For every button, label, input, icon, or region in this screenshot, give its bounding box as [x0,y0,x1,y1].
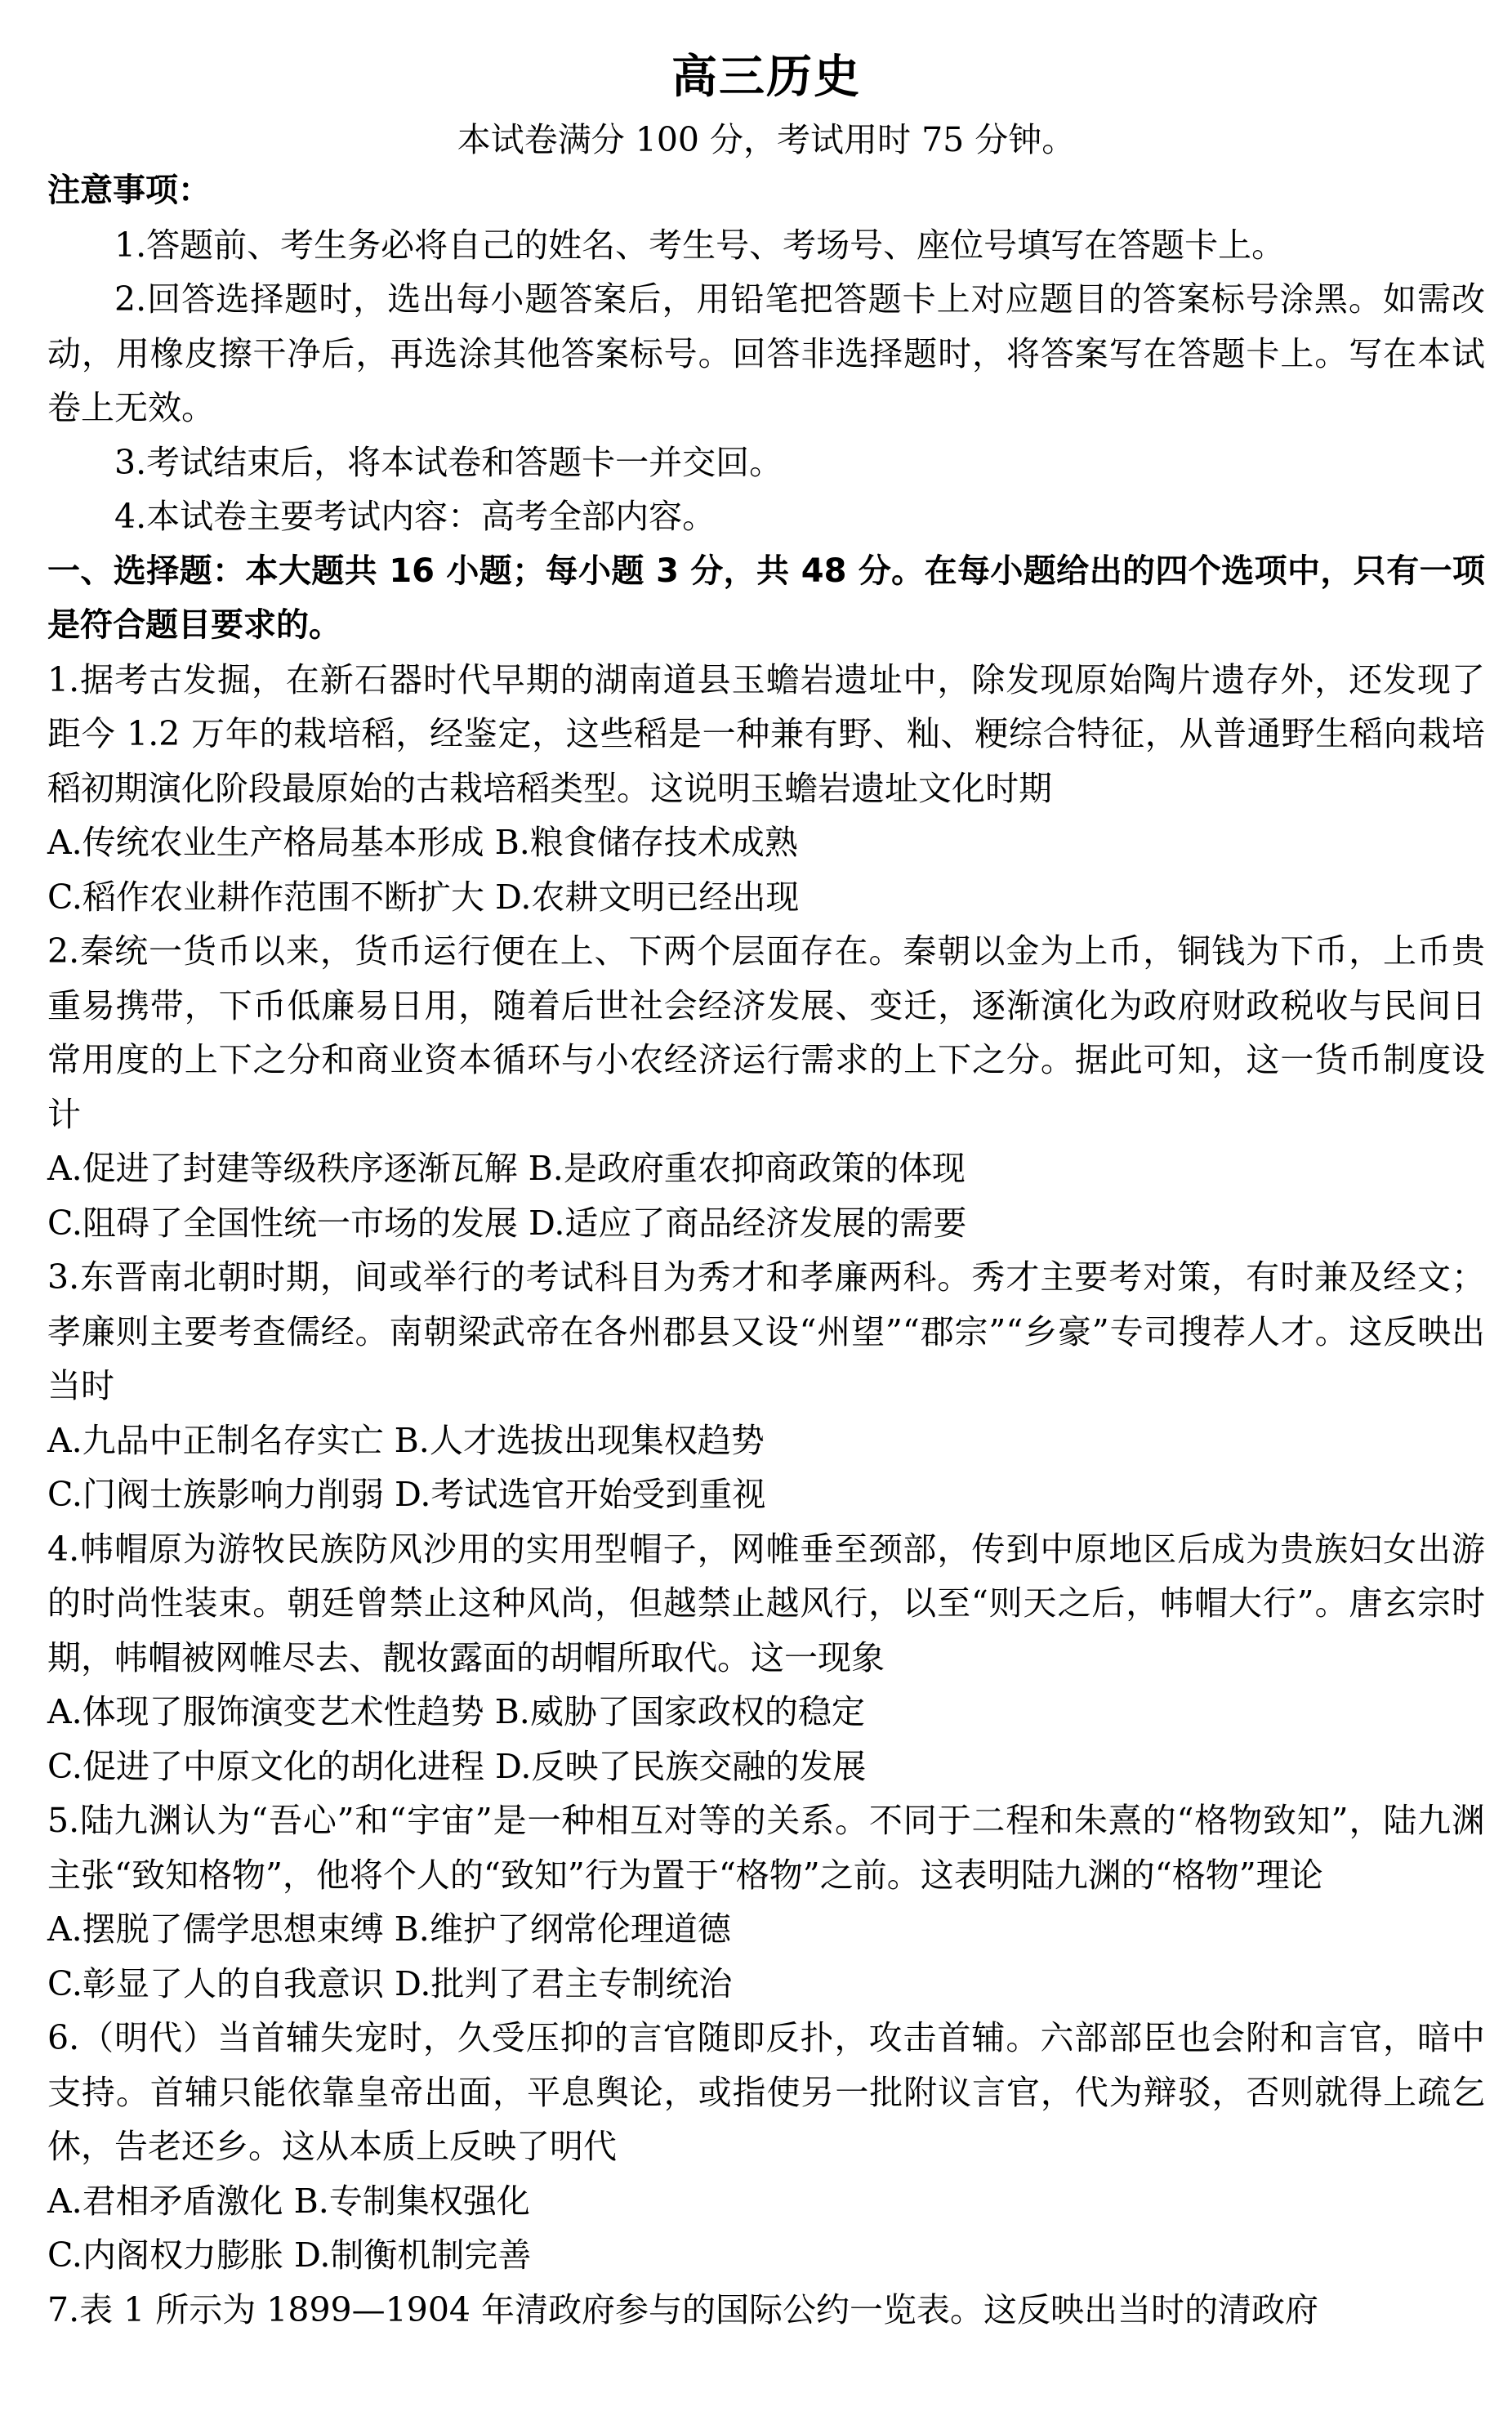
question-6 [47,2011,1485,2283]
question-stem: 2.秦统一货币以来，货币运行便在上、下两个层面存在。秦朝以金为上币，铜钱为下币，上币贵重易携带，下币低廉易日用，随着后世社会经济发展、变迁，逐渐演化为政府财政税收与民间日常用度的上下之分和商业资本循环与小农经济运行需求的上下之分。据此可知，这一货币制度设计 [47,931,1485,1134]
question-5 [47,1793,1485,2011]
question-options [47,2174,1485,2283]
option-line: C.稻作农业耕作范围不断扩大 D.农耕文明已经出现 [47,877,800,917]
question-options [47,1902,1485,2011]
option-line: C.阻碍了全国性统一市场的发展 D.适应了商品经济发展的需要 [47,1203,967,1243]
option-line: C.门阀士族影响力削弱 D.考试选官开始受到重视 [47,1475,766,1514]
option-line: C.内阁权力膨胀 D.制衡机制完善 [47,2235,532,2275]
question-stem: 7.表 1 所示为 1899—1904 年清政府参与的国际公约一览表。这反映出当时的清政府 [47,2289,1319,2329]
question-1 [47,653,1485,925]
question-stem: 3.东晋南北朝时期，间或举行的考试科目为秀才和孝廉两科。秀才主要考对策，有时兼及经文；孝廉则主要考查儒经。南朝梁武帝在各州郡县又设“州望”“郡宗”“乡豪”专司搜荐人才。这反映出当时 [47,1257,1485,1405]
notes-heading: 注意事项： [47,172,211,209]
notes-section [47,163,1485,544]
question-stem: 1.据考古发掘，在新石器时代早期的湖南道县玉蟾岩遗址中，除发现原始陶片遗存外，还发现了距今 1.2 万年的栽培稻，经鉴定，这些稻是一种兼有野、籼、粳综合特征，从普通野生稻向栽培稻初期演化阶段最原始的古栽培稻类型。这说明玉蟾岩遗址文化时期 [47,659,1485,808]
question-options [47,1685,1485,1793]
note-item-3: 3.考试结束后，将本试卷和答题卡一并交回。 [114,442,783,482]
option-line: C.彰显了人的自我意识 D.批判了君主专制统治 [47,1963,733,2003]
option-line: A.体现了服饰演变艺术性趋势 B.威胁了国家政权的稳定 [47,1692,865,1731]
question-options [47,1141,1485,1250]
page-title: 高三历史 [671,51,861,104]
question-options [47,1414,1485,1522]
question-options [47,815,1485,924]
option-line: C.促进了中原文化的胡化进程 D.反映了民族交融的发展 [47,1746,867,1786]
exam-page [47,0,1485,2337]
section-one [47,544,1485,653]
option-line: A.君相矛盾激化 B.专制集权强化 [47,2181,530,2221]
note-item-2: 2.回答选择题时，选出每小题答案后，用铅笔把答题卡上对应题目的答案标号涂黑。如需改动，用橡皮擦干净后，再选涂其他答案标号。回答非选择题时，将答案写在答题卡上。写在本试卷上无效。 [47,279,1485,427]
question-stem: 6.（明代）当首辅失宠时，久受压抑的言官随即反扑，攻击首辅。六部部臣也会附和言官，暗中支持。首辅只能依靠皇帝出面，平息舆论，或指使另一批附议言官，代为辩驳，否则就得上疏乞休，告老还乡。这从本质上反映了明代 [47,2018,1485,2166]
option-line: A.传统农业生产格局基本形成 B.粮食储存技术成熟 [47,823,798,862]
note-item-1: 1.答题前、考生务必将自己的姓名、考生号、考场号、座位号填写在答题卡上。 [114,225,1286,265]
question-3 [47,1250,1485,1522]
exam-info: 本试卷满分 100 分，考试用时 75 分钟。 [457,120,1076,159]
question-stem: 5.陆九渊认为“吾心”和“宇宙”是一种相互对等的关系。不同于二程和朱熹的“格物致知”，陆九渊主张“致知格物”，他将个人的“致知”行为置于“格物”之前。这表明陆九渊的“格物”理论 [47,1801,1485,1895]
question-2 [47,924,1485,1250]
option-line: A.摆脱了儒学思想束缚 B.维护了纲常伦理道德 [47,1909,731,1949]
section-heading: 一、选择题：本大题共 16 小题；每小题 3 分，共 48 分。在每小题给出的四个选项中，只有一项是符合题目要求的。 [47,552,1485,644]
option-line: A.九品中正制名存实亡 B.人才选拔出现集权趋势 [47,1420,765,1460]
option-line: A.促进了封建等级秩序逐渐瓦解 B.是政府重农抑商政策的体现 [47,1149,966,1188]
question-stem: 4.帏帽原为游牧民族防风沙用的实用型帽子，网帷垂至颈部，传到中原地区后成为贵族妇女出游的时尚性装束。朝廷曾禁止这种风尚，但越禁止越风行，以至“则天之后，帏帽大行”。唐玄宗时期，帏帽被网帷尽去、靓妆露面的胡帽所取代。这一现象 [47,1529,1485,1677]
question-7 [47,2283,1485,2338]
question-4 [47,1522,1485,1794]
note-item-4: 4.本试卷主要考试内容：高考全部内容。 [114,497,716,536]
